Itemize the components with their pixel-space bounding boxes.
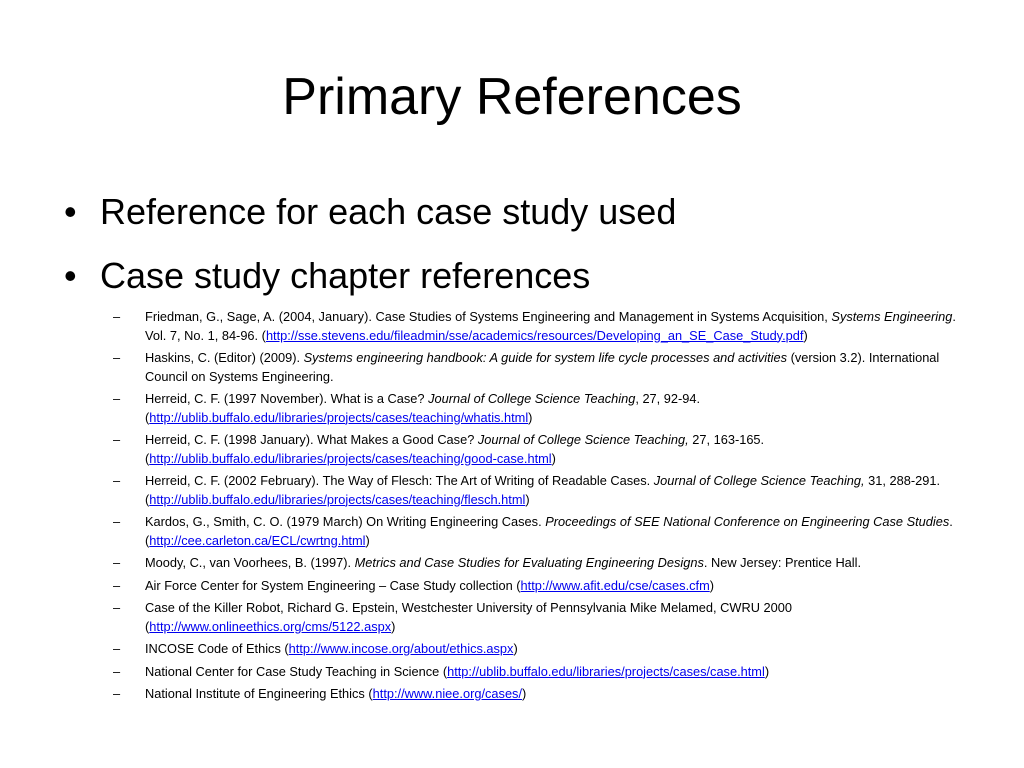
reference-link[interactable]: http://www.onlineethics.org/cms/5122.aspx xyxy=(149,618,392,634)
reference-text: . Vol. 7, No. 1, 84-96. ( xyxy=(145,309,956,343)
dash-marker: – xyxy=(113,350,121,365)
reference-text: ) xyxy=(764,663,770,679)
reference-title-italic: Journal of College Science Teaching xyxy=(428,391,636,406)
reference-text: ) xyxy=(551,450,556,466)
reference-list xyxy=(113,308,963,708)
reference-text: National Center for Case Study Teaching in Science ( xyxy=(145,663,448,679)
reference-text: Friedman, G., Sage, A. (2004, January). Case Studies of Systems Engineering and Management in Systems Acquisition, xyxy=(145,309,832,324)
reference-title-italic: Journal of College Science Teaching, xyxy=(653,473,865,488)
reference-text: 31, 288-291. ( xyxy=(145,473,941,507)
reference-text: Kardos, G., Smith, C. O. (1979 March) On Writing Engineering Cases. xyxy=(145,514,546,529)
reference-text: Case of the Killer Robot, Richard G. Epstein, Westchester University of Pennsylvania Mike Melamed, CWRU 2000 ( xyxy=(145,600,792,634)
bullet-item xyxy=(62,190,962,234)
bullet-text: Reference for each case study used xyxy=(100,191,677,232)
reference-item xyxy=(113,513,963,550)
reference-item xyxy=(113,390,963,427)
reference-text: ) xyxy=(513,641,518,656)
dash-marker: – xyxy=(113,555,121,570)
dash-marker: – xyxy=(113,432,121,447)
reference-text: . New Jersey: Prentice Hall. xyxy=(703,555,862,570)
reference-link[interactable]: http://sse.stevens.edu/fileadmin/sse/academics/resources/Developing_an_SE_Case_Study.pdf xyxy=(265,327,804,343)
reference-title-italic: Metrics and Case Studies for Evaluating Engineering Designs xyxy=(354,555,704,570)
reference-text: Air Force Center for System Engineering – Case Study collection ( xyxy=(145,577,521,593)
reference-text: 27, 163-165. ( xyxy=(145,432,765,466)
dash-marker: – xyxy=(113,663,121,679)
reference-title-italic: Journal of College Science Teaching, xyxy=(477,432,689,447)
dash-marker: – xyxy=(113,514,121,529)
reference-item xyxy=(113,472,963,509)
reference-text: ) xyxy=(365,532,370,548)
reference-text: ) xyxy=(803,327,808,343)
reference-link[interactable]: http://www.afit.edu/cse/cases.cfm xyxy=(520,577,710,593)
reference-link[interactable]: http://ublib.buffalo.edu/libraries/projects/cases/case.html xyxy=(447,663,765,679)
reference-title-italic: Proceedings of SEE National Conference on Engineering Case Studies xyxy=(545,514,950,529)
reference-item xyxy=(113,431,963,468)
reference-text: Herreid, C. F. (1998 January). What Makes a Good Case? xyxy=(145,432,478,447)
reference-item xyxy=(113,308,963,345)
reference-link[interactable]: http://ublib.buffalo.edu/libraries/projects/cases/teaching/good-case.html xyxy=(149,450,552,466)
reference-text: Herreid, C. F. (1997 November). What is a Case? xyxy=(145,391,429,406)
reference-text: (version 3.2). International Council on Systems Engineering. xyxy=(145,350,940,384)
reference-title-italic: Systems Engineering xyxy=(831,309,953,324)
reference-text: ) xyxy=(525,491,530,507)
slide-title: Primary References xyxy=(282,68,742,126)
reference-text: National Institute of Engineering Ethics ( xyxy=(145,686,373,701)
reference-link[interactable]: http://cee.carleton.ca/ECL/cwrtng.html xyxy=(149,532,366,548)
bullet-marker: • xyxy=(64,255,77,296)
dash-marker: – xyxy=(113,686,121,701)
reference-text: INCOSE Code of Ethics ( xyxy=(145,641,289,656)
bullet-text: Case study chapter references xyxy=(100,255,591,296)
reference-text: ) xyxy=(391,618,396,634)
reference-item xyxy=(113,349,963,386)
dash-marker: – xyxy=(113,577,121,593)
reference-item xyxy=(113,577,963,596)
dash-marker: – xyxy=(113,600,121,615)
reference-item xyxy=(113,599,963,636)
reference-text: Haskins, C. (Editor) (2009). xyxy=(145,350,304,365)
bullet-marker: • xyxy=(64,191,77,232)
reference-text: . ( xyxy=(145,514,953,548)
bullet-item xyxy=(62,254,962,298)
dash-marker: – xyxy=(113,309,121,324)
reference-item xyxy=(113,554,963,573)
reference-text: , 27, 92-94. ( xyxy=(145,391,701,425)
reference-item xyxy=(113,640,963,659)
bullet-list xyxy=(62,190,962,318)
reference-text: ) xyxy=(709,577,714,593)
reference-item xyxy=(113,663,963,682)
reference-text: ) xyxy=(528,409,533,425)
reference-text: ) xyxy=(522,686,527,701)
reference-link[interactable]: http://www.niee.org/cases/ xyxy=(372,686,523,701)
dash-marker: – xyxy=(113,473,121,488)
reference-link[interactable]: http://ublib.buffalo.edu/libraries/projects/cases/teaching/flesch.html xyxy=(149,491,526,507)
reference-link[interactable]: http://www.incose.org/about/ethics.aspx xyxy=(288,641,514,656)
reference-title-italic: Systems engineering handbook: A guide for system life cycle processes and activities xyxy=(303,350,788,365)
reference-link[interactable]: http://ublib.buffalo.edu/libraries/projects/cases/teaching/whatis.html xyxy=(149,409,529,425)
reference-text: Herreid, C. F. (2002 February). The Way of Flesch: The Art of Writing of Readable Cases. xyxy=(145,473,654,488)
dash-marker: – xyxy=(113,641,121,656)
dash-marker: – xyxy=(113,391,121,406)
reference-item xyxy=(113,685,963,704)
reference-text: Moody, C., van Voorhees, B. (1997). xyxy=(145,555,355,570)
